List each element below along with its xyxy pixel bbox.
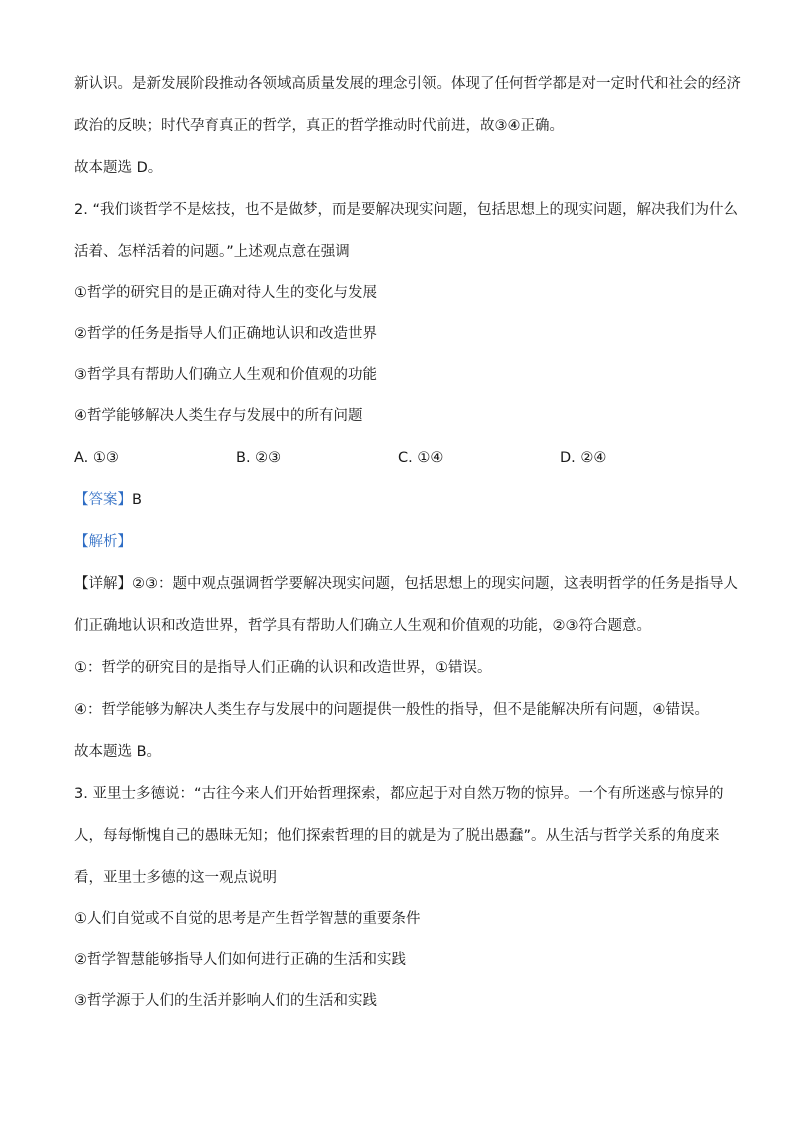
q2-option-d: D. ②④ [560, 450, 607, 466]
q3-item-3: ③哲学源于人们的生活并影响人们的生活和实践 [74, 993, 377, 1009]
q2-stem-line-2: 活着、怎样活着的问题。”上述观点意在强调 [74, 244, 350, 260]
answer-tag: 【答案】 [74, 492, 132, 508]
q2-option-a: A. ①③ [74, 450, 119, 466]
analysis-tag: 【解析】 [74, 534, 132, 550]
q2-option-c: C. ①④ [398, 450, 444, 466]
q2-item-3: ③哲学具有帮助人们确立人生观和价值观的功能 [74, 367, 377, 383]
q3-stem-line-1: 3. 亚里士多德说：“古往今来人们开始哲理探索，都应起于对自然万物的惊异。一个有所迷惑与惊异的 [74, 786, 724, 802]
q1-conclusion: 故本题选 D。 [74, 160, 163, 176]
q2-option-b: B. ②③ [236, 450, 282, 466]
detail-text: ②③：题中观点强调哲学要解决现实问题，包括思想上的现实问题，这表明哲学的任务是指导人 [132, 576, 738, 592]
q2-explain-1: ①：哲学的研究目的是指导人们正确的认识和改造世界，①错误。 [74, 660, 492, 676]
q2-detail-line-1 [74, 574, 738, 594]
q3-item-2: ②哲学智慧能够指导人们如何进行正确的生活和实践 [74, 952, 406, 968]
q2-item-4: ④哲学能够解决人类生存与发展中的所有问题 [74, 408, 363, 424]
detail-tag: 【详解】 [74, 576, 132, 592]
q2-analysis-tag [74, 532, 734, 552]
q2-conclusion: 故本题选 B。 [74, 744, 162, 760]
q3-stem-line-2: 人，每每惭愧自己的愚昧无知；他们探索哲理的目的就是为了脱出愚蠢”。从生活与哲学关系的角度来 [74, 828, 720, 844]
q2-stem-line-1: 2. “我们谈哲学不是炫技，也不是做梦，而是要解决现实问题，包括思想上的现实问题，解决我们为什么 [74, 202, 738, 218]
q2-detail-line-2: 们正确地认识和改造世界，哲学具有帮助人们确立人生观和价值观的功能，②③符合题意。 [74, 618, 651, 634]
q1-analysis-line-1: 新认识。是新发展阶段推动各领域高质量发展的理念引领。体现了任何哲学都是对一定时代和社会的经济 [74, 76, 741, 92]
q2-explain-4: ④：哲学能够为解决人类生存与发展中的问题提供一般性的指导，但不是能解决所有问题，④错误。 [74, 702, 709, 718]
q3-item-1: ①人们自觉或不自觉的思考是产生哲学智慧的重要条件 [74, 911, 421, 927]
answer-value: B [132, 492, 142, 508]
q3-stem-line-3: 看，亚里士多德的这一观点说明 [74, 870, 277, 886]
q2-answer [74, 490, 734, 510]
q2-item-1: ①哲学的研究目的是正确对待人生的变化与发展 [74, 285, 377, 301]
q2-item-2: ②哲学的任务是指导人们正确地认识和改造世界 [74, 326, 377, 342]
q1-analysis-line-2: 政治的反映；时代孕育真正的哲学，真正的哲学推动时代前进，故③④正确。 [74, 118, 564, 134]
